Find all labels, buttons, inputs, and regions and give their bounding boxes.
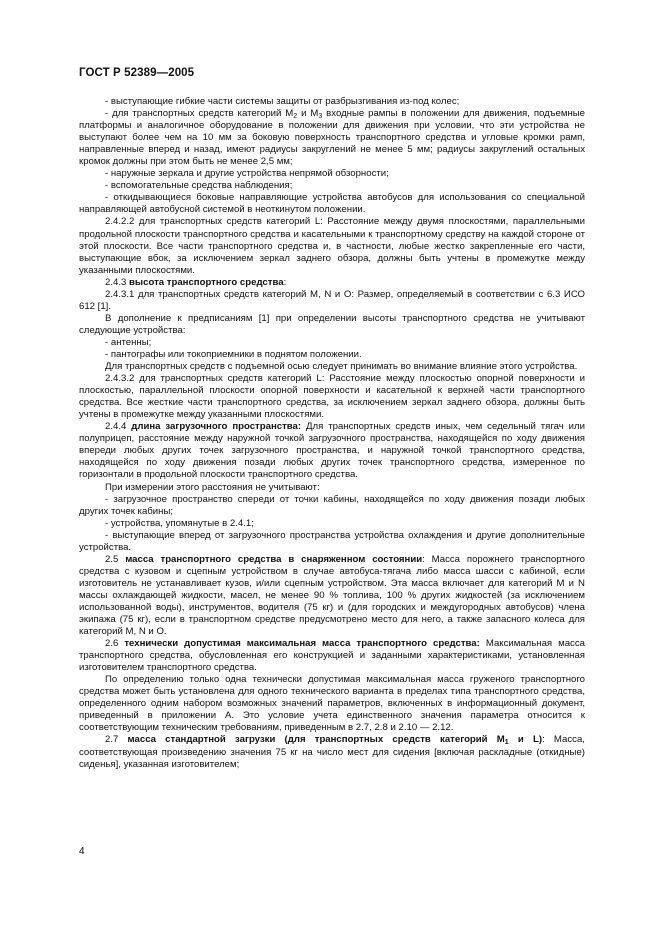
paragraph: - выступающие гибкие части системы защиты от разбрызгивания из-под колес;: [105, 96, 460, 107]
paragraph: При измерении этого расстояния не учитывают:: [105, 481, 320, 493]
paragraph: 2.5 масса транспортного средства в снаряженном состоянии: Масса порожнего транспортного средства с кузовом и сцепным устройством в случае автобуса-тягача либо масса шасси с кабиной, если изготовитель не устанавливает кузов, и/или сцепным устройством. Эта масса включает для категорий M и N массы охлаждающей жидкости, масел, не менее 90 % топлива, 100 % других жидкостей (за исключением использованной воды), инструментов, водителя (75 кг) и (для городских и междугородных автобусов) члена экипажа (75 кг), если в транспортном средстве предусмотрено место для него, а также запасного колеса для категорий M, N и O.: [79, 553, 585, 638]
paragraph: Для транспортных средств с подъемной осью следует принимать во внимание влияние этого устройства.: [105, 361, 578, 373]
paragraph: 2.4.4 длина загрузочного пространства: Для транспортных средств иных, чем седельный тягач или полуприцеп, расстояние между наружной точкой загрузочного пространства, находящейся по ходу движения впереди любых других точек загрузочного пространства, и наружной точкой транспортного средства, находящейся по ходу движения позади любых других точек транспортного средства, измеренное по горизонтали в продольной плоскости транспортного средства.: [79, 421, 585, 481]
paragraph: В дополнение к предписаниям [1] при определении высоты транспортного средства не учитывают следующие устройства:: [79, 312, 585, 336]
term-bold: масса стандартной загрузки (для транспортных средств категорий $M_1$ и L): [127, 734, 543, 747]
term-bold: высота транспортного средства: [129, 276, 284, 288]
paragraph: 2.6 технически допустимая максимальная масса транспортного средства: Максимальная масса транспортного средства, обусловленная его конструкцией и заданными характеристиками, установленная изготовителем транспортного средства.: [79, 638, 585, 674]
paragraph: - для транспортных средств категорий $M_2$ и $M_3$ входные рампы в положении для движения, подъемные платформы и аналогичное оборудование в положении для движения при условии, что эти устройства не выступают более чем на 10 мм за боковую поверхность транспортного средства и угловые кромки рамп, направленные вперед и назад, имеют радиусы закруглений не менее 5 мм; радиусы закруглений остальных кромок должны при этом быть не менее 2,5 мм;: [79, 108, 585, 168]
paragraph: 2.4.3.2 для транспортных средств категорий L: Расстояние между плоскостью опорной поверхности и плоскостью, параллельной плоскости опорной поверхности и касательной к верхней части транспортного средства. Все жесткие части транспортного средства, за исключением зеркал заднего обзора, должны быть учтены в промежутке между указанными плоскостями.: [79, 373, 585, 421]
paragraph: - откидывающиеся боковые направляющие устройства автобусов для использования со специальной направляющей автобусной системой в неоткинутом положении.: [79, 192, 585, 216]
document-body: [79, 96, 585, 771]
paragraph: - устройства, упомянутые в 2.4.1;: [105, 517, 254, 529]
paragraph: - выступающие вперед от загрузочного пространства устройства охлаждения и другие дополнительные устройства.: [79, 529, 585, 553]
term-bold: технически допустимая максимальная масса транспортного средства:: [124, 638, 480, 650]
paragraph: - антенны;: [105, 336, 152, 348]
paragraph: 2.7 масса стандартной загрузки (для транспортных средств категорий $M_1$ и L): Масса, соответствующая произведению значения 75 кг на число мест для сидения [включая раскладные (откидные) сиденья], указанная изготовителем;: [79, 734, 585, 770]
paragraph: - наружные зеркала и другие устройства непрямой обзорности;: [105, 168, 389, 180]
page-header-title: ГОСТ Р 52389—2005: [79, 67, 195, 79]
term-bold: масса транспортного средства в снаряженном состоянии: [125, 553, 423, 565]
paragraph: 2.4.2.2 для транспортных средств категорий L: Расстояние между двумя плоскостями, параллельными продольной плоскости транспортного средства и касательными к транспортному средству на каждой стороне от этой плоскости. Все части транспортного средства и, в частности, любые жестко закрепленные его части, выступающие вбок, за исключением зеркал заднего обзора, должны быть учтены в промежутке между указанными плоскостями.: [79, 216, 585, 276]
paragraph: - загрузочное пространство спереди от точки кабины, находящейся по ходу движения позади любых других точек кабины;: [79, 493, 585, 517]
paragraph: - пантографы или токоприемники в поднятом положении.: [105, 348, 362, 360]
paragraph: 2.4.3.1 для транспортных средств категорий M, N и O: Размер, определяемый в соответствии с 6.3 ИСО 612 [1].: [79, 288, 585, 312]
page-number: 4: [79, 846, 85, 857]
term-bold: длина загрузочного пространства:: [131, 421, 302, 433]
paragraph: 2.4.3 высота транспортного средства:: [105, 276, 287, 288]
paragraph: По определению только одна технически допустимая максимальная масса груженого транспортного средства может быть установлена для одного технического варианта в пределах типа транспортного средства, определенного одним набором возможных значений параметров, включенных в информационный документ, приведенный в приложении А. Это условие учета единственного значения параметра относится к соответствующим техническим требованиям, приведенным в 2.7, 2.8 и 2.10 — 2.12.: [79, 674, 585, 734]
paragraph: - вспомогательные средства наблюдения;: [105, 180, 293, 192]
